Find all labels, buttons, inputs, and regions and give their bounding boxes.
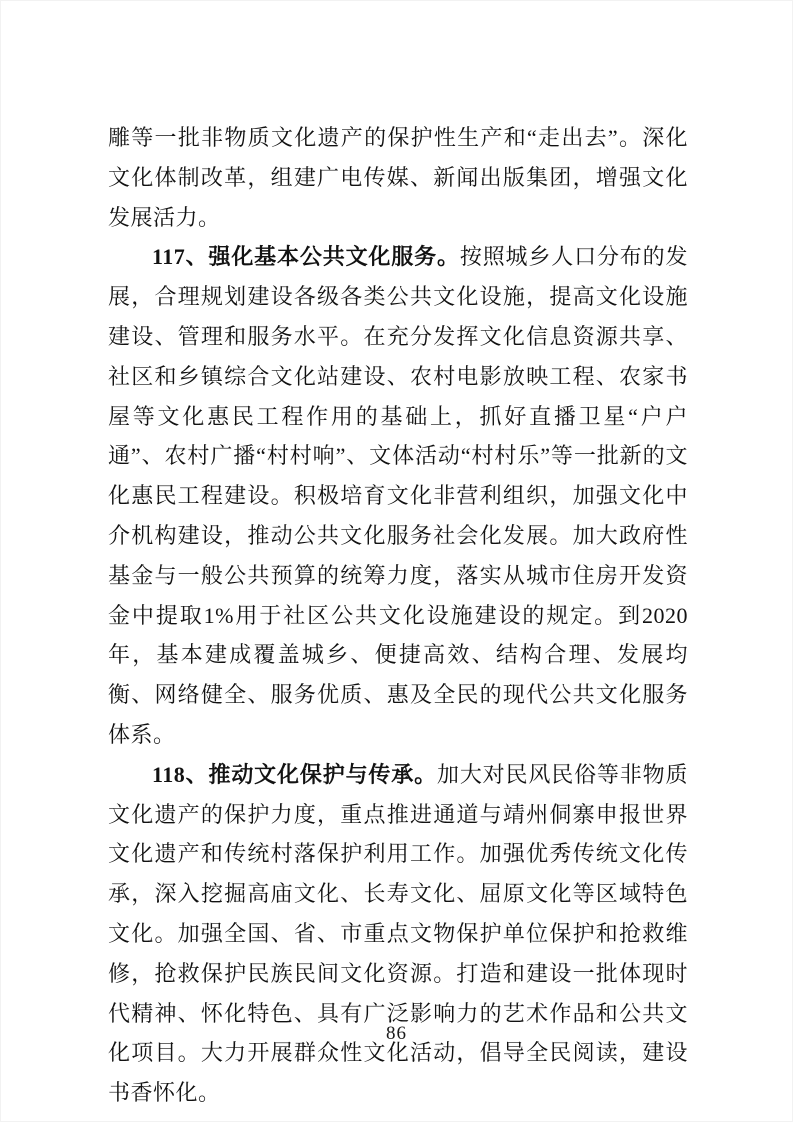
document-body [108,118,688,1113]
page-number: 86 [386,1023,407,1044]
paragraph-item-117 [108,237,688,754]
item-117-body: 按照城乡人口分布的发展，合理规划建设各级各类公共文化设施，提高文化设施建设、管理和服务水平。在充分发挥文化信息资源共享、社区和乡镇综合文化站建设、农村电影放映工程、农家书屋等文化惠民工程作用的基础上，抓好直播卫星“户户通”、农村广播“村村响”、文体活动“村村乐”等一批新的文化惠民工程建设。积极培育文化非营利组织，加强文化中介机构建设，推动公共文化服务社会化发展。加大政府性基金与一般公共预算的统筹力度，落实从城市住房开发资金中提取1%用于社区公共文化设施建设的规定。到2020年，基本建成覆盖城乡、便捷高效、结构合理、发展均衡、网络健全、服务优质、惠及全民的现代公共文化服务体系。 [108,244,688,747]
item-118-body: 加大对民风民俗等非物质文化遗产的保护力度，重点推进通道与靖州侗寨申报世界文化遗产和传统村落保护利用工作。加强优秀传统文化传承，深入挖掘高庙文化、长寿文化、屈原文化等区域特色文化。加强全国、省、市重点文物保护单位保护和抢救维修，抢救保护民族民间文化资源。打造和建设一批体现时代精神、怀化特色、具有广泛影响力的艺术作品和公共文化项目。大力开展群众性文化活动，倡导全民阅读，建设书香怀化。 [108,761,688,1106]
paragraph-continuation [108,118,688,237]
paragraph-continuation-text: 雕等一批非物质文化遗产的保护性生产和“走出去”。深化文化体制改革，组建广电传媒、新闻出版集团，增强文化发展活力。 [108,125,688,230]
item-118-heading: 118、推动文化保护与传承。 [152,761,437,787]
paragraph-item-118 [108,755,688,1113]
item-117-heading: 117、强化基本公共文化服务。 [152,244,460,270]
